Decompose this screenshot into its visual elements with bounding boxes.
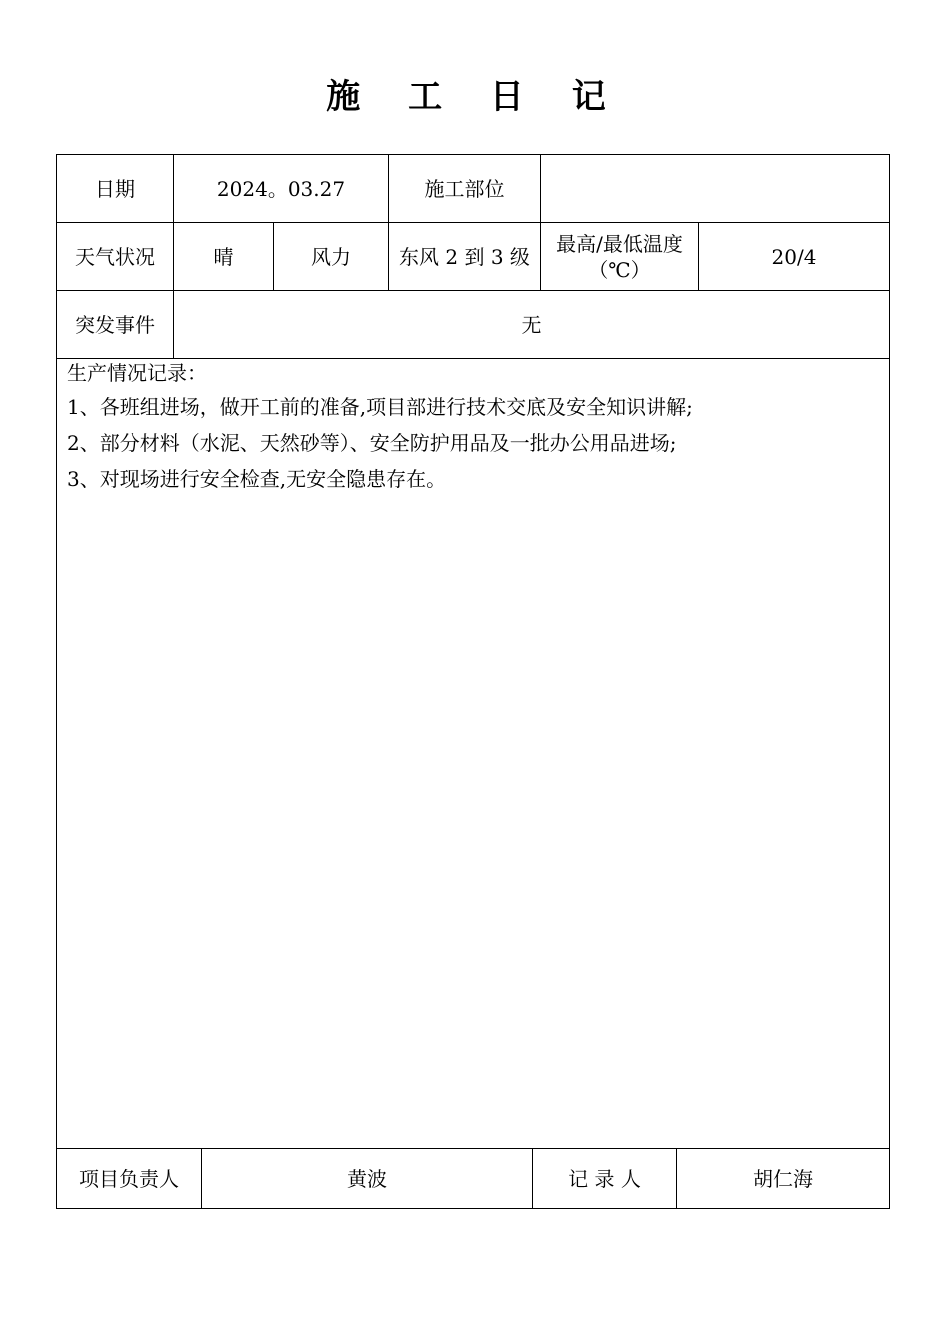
temperature-label-line1: 最高/最低温度 [556, 231, 683, 256]
incident-label: 突发事件 [75, 312, 155, 337]
temperature-label-line2: （℃） [588, 257, 651, 282]
wind-label: 风力 [273, 223, 388, 290]
project-manager-value: 黄波 [201, 1149, 532, 1208]
record-line: 3、对现场进行安全检查,无安全隐患存在。 [67, 467, 447, 491]
record-line: 1、各班组进场，做开工前的准备,项目部进行技术交底及安全知识讲解; [67, 395, 693, 419]
recorder-label: 记 录 人 [532, 1149, 676, 1208]
incident-row [57, 291, 889, 359]
signature-row [57, 1149, 889, 1208]
page-title: 施 工 日 记 [326, 77, 624, 117]
incident-value: 无 [173, 291, 889, 358]
construction-log-table [56, 154, 890, 1209]
date-row [57, 155, 889, 223]
recorder-value: 胡仁海 [676, 1149, 889, 1208]
date-label: 日期 [95, 176, 135, 201]
date-value: 2024。03.27 [173, 155, 388, 222]
temperature-label [540, 223, 698, 290]
wind-value: 东风 2 到 3 级 [388, 223, 540, 290]
record-line: 2、部分材料（水泥、天然砂等）、安全防护用品及一批办公用品进场; [67, 431, 677, 455]
location-label: 施工部位 [388, 155, 540, 222]
weather-row [57, 223, 889, 291]
weather-value: 晴 [173, 223, 273, 290]
weather-label: 天气状况 [75, 244, 155, 269]
production-record [57, 359, 889, 1149]
temperature-value: 20/4 [698, 223, 889, 290]
location-value [540, 155, 889, 222]
production-record-heading: 生产情况记录： [67, 361, 207, 385]
project-manager-label: 项目负责人 [79, 1166, 179, 1191]
